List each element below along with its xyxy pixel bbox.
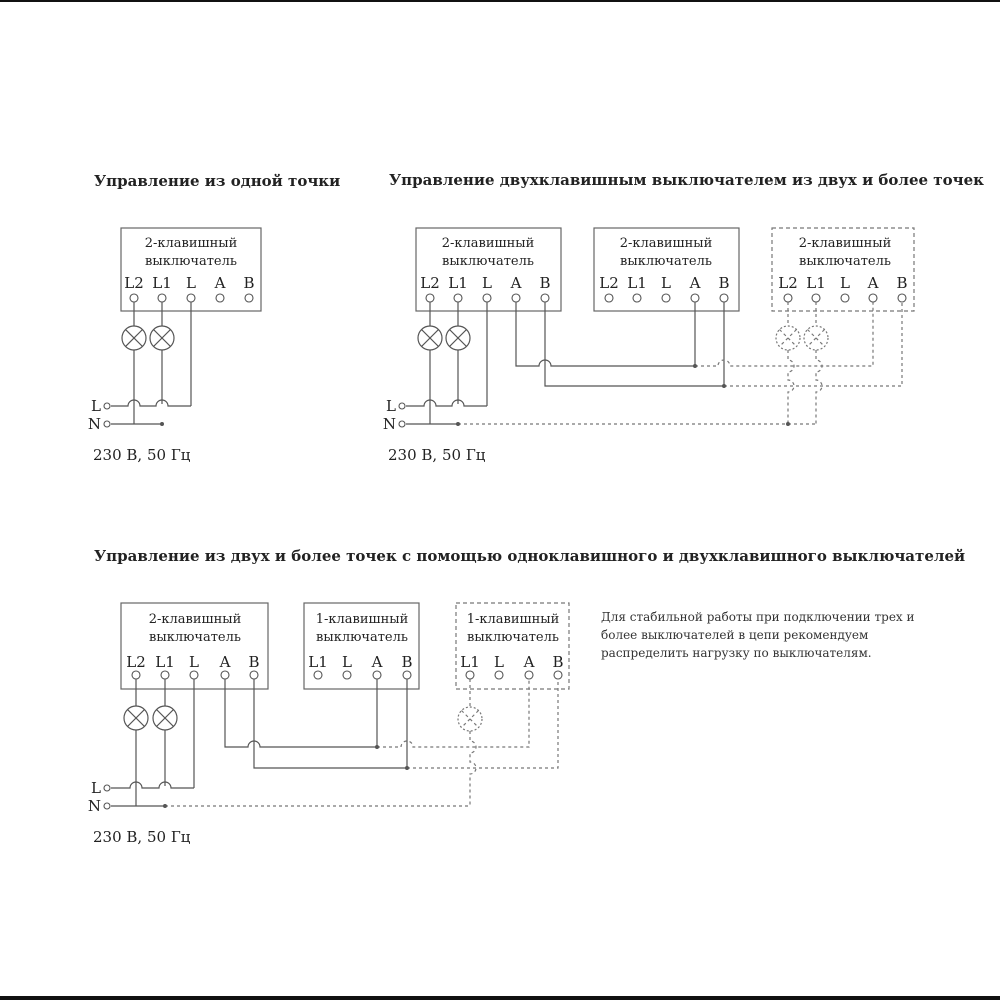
terminal-icon — [898, 294, 906, 302]
terminal-label-l: L — [840, 274, 850, 292]
junction-dot — [693, 364, 697, 368]
terminal-icon — [216, 294, 224, 302]
switch-title-2: выключатель — [145, 254, 237, 269]
terminal-label-l1: L1 — [308, 653, 328, 671]
terminal-icon — [454, 294, 462, 302]
terminal-label-a: A — [510, 274, 522, 292]
optional-wire-l1 — [816, 302, 822, 424]
terminal-label-b: B — [248, 653, 260, 671]
terminal-icon — [190, 671, 198, 679]
traveller-b — [545, 302, 724, 386]
terminal-label-l1: L1 — [152, 274, 172, 292]
terminal-icon — [784, 294, 792, 302]
terminal-icon — [869, 294, 877, 302]
neutral-terminal-icon — [104, 803, 110, 809]
terminal-label-l2: L2 — [420, 274, 440, 292]
neutral-label: N — [87, 415, 101, 433]
supply-label-3: 230 В, 50 Гц — [93, 828, 191, 846]
traveller-a — [516, 302, 695, 366]
terminal-label-l: L — [482, 274, 492, 292]
terminal-icon — [314, 671, 322, 679]
switch-title-1: 1-клавишный — [466, 612, 560, 627]
heading-mixed-multi: Управление из двух и более точек с помощью одноклавишного и двухклавишного выключателей — [94, 547, 966, 565]
diagram-single-point — [88, 228, 261, 433]
terminal-icon — [633, 294, 641, 302]
terminal-label-l2: L2 — [124, 274, 144, 292]
terminal-label-a: A — [523, 653, 535, 671]
switch-title-2: выключатель — [799, 254, 891, 269]
lamp-icon — [122, 326, 146, 350]
lamp-icon — [446, 326, 470, 350]
phase-terminal-icon — [104, 403, 110, 409]
terminal-icon — [132, 671, 140, 679]
junction-dot — [405, 766, 409, 770]
terminal-label-l1: L1 — [627, 274, 647, 292]
neutral-label: N — [87, 797, 101, 815]
switch-title-1: 2-клавишный — [441, 236, 535, 251]
diagram-two-gang-multi — [383, 228, 914, 433]
switch-title-2: выключатель — [316, 630, 408, 645]
junction-dot — [722, 384, 726, 388]
terminal-icon — [720, 294, 728, 302]
terminal-label-l: L — [494, 653, 504, 671]
lamp-icon — [124, 706, 148, 730]
terminal-label-b: B — [243, 274, 255, 292]
terminal-icon — [161, 671, 169, 679]
optional-lamp-icon — [804, 326, 828, 350]
phase-line — [111, 782, 194, 788]
optional-wire-l2 — [788, 302, 794, 424]
optional-lamp-icon — [458, 707, 482, 731]
lamp-icon — [153, 706, 177, 730]
junction-dot — [163, 804, 167, 808]
terminal-label-l: L — [661, 274, 671, 292]
terminal-icon — [541, 294, 549, 302]
heading-two-gang-multi: Управление двухклавишным выключателем из двух и более точек — [389, 171, 984, 189]
terminal-label-l2: L2 — [778, 274, 798, 292]
heading-single-point: Управление из одной точки — [94, 172, 341, 190]
traveller-b-extension — [407, 679, 558, 768]
terminal-label-a: A — [219, 653, 231, 671]
terminal-label-l2: L2 — [126, 653, 146, 671]
switch-title-1: 1-клавишный — [315, 612, 409, 627]
terminal-icon — [158, 294, 166, 302]
terminal-icon — [483, 294, 491, 302]
terminal-label-b: B — [539, 274, 551, 292]
terminal-icon — [343, 671, 351, 679]
terminal-icon — [495, 671, 503, 679]
junction-dot — [160, 422, 164, 426]
terminal-label-l: L — [189, 653, 199, 671]
switch-title-1: 2-клавишный — [619, 236, 713, 251]
neutral-label: N — [382, 415, 396, 433]
terminal-icon — [130, 294, 138, 302]
phase-terminal-icon — [399, 403, 405, 409]
supply-label-2: 230 В, 50 Гц — [388, 446, 486, 464]
lamp-icon — [150, 326, 174, 350]
supply-label-1: 230 В, 50 Гц — [93, 446, 191, 464]
phase-label: L — [386, 397, 396, 415]
terminal-label-a: A — [689, 274, 701, 292]
terminal-icon — [691, 294, 699, 302]
terminal-label-l2: L2 — [599, 274, 619, 292]
traveller-b — [254, 679, 407, 768]
terminal-label-l1: L1 — [155, 653, 175, 671]
terminal-label-b: B — [401, 653, 413, 671]
terminal-icon — [662, 294, 670, 302]
lamp-icon — [418, 326, 442, 350]
optional-wire-l1 — [470, 679, 476, 806]
terminal-label-l: L — [186, 274, 196, 292]
phase-line — [406, 400, 487, 406]
terminal-label-b: B — [718, 274, 730, 292]
terminal-icon — [525, 671, 533, 679]
phase-label: L — [91, 397, 101, 415]
phase-terminal-icon — [104, 785, 110, 791]
terminal-label-a: A — [214, 274, 226, 292]
terminal-icon — [466, 671, 474, 679]
switch-title-2: выключатель — [620, 254, 712, 269]
terminal-icon — [221, 671, 229, 679]
switch-title-2: выключатель — [442, 254, 534, 269]
wires — [136, 679, 194, 806]
switch-title-2: выключатель — [467, 630, 559, 645]
optional-lamp-icon — [776, 326, 800, 350]
terminal-icon — [841, 294, 849, 302]
terminal-icon — [250, 671, 258, 679]
terminal-label-b: B — [552, 653, 564, 671]
terminal-label-b: B — [896, 274, 908, 292]
switch-title-1: 2-клавишный — [148, 612, 242, 627]
terminal-label-l: L — [342, 653, 352, 671]
terminal-icon — [426, 294, 434, 302]
diagram-mixed-multi — [88, 603, 569, 815]
switch-title-1: 2-клавишный — [798, 236, 892, 251]
terminal-icon — [187, 294, 195, 302]
switch-title-2: выключатель — [149, 630, 241, 645]
terminal-icon — [554, 671, 562, 679]
junction-dot — [456, 422, 460, 426]
terminal-label-l1: L1 — [448, 274, 468, 292]
phase-line — [111, 400, 191, 406]
terminal-icon — [245, 294, 253, 302]
terminal-label-l1: L1 — [460, 653, 480, 671]
load-distribution-note: Для стабильной работы при подключении трех и более выключателей в цепи рекомендуем распределить нагрузку по выключателям. — [601, 610, 915, 660]
terminal-icon — [403, 671, 411, 679]
switch-title-1: 2-клавишный — [144, 236, 238, 251]
junction-dot — [375, 745, 379, 749]
terminal-icon — [812, 294, 820, 302]
terminal-icon — [605, 294, 613, 302]
terminal-icon — [373, 671, 381, 679]
terminal-icon — [512, 294, 520, 302]
terminal-label-a: A — [867, 274, 879, 292]
neutral-terminal-icon — [104, 421, 110, 427]
phase-label: L — [91, 779, 101, 797]
neutral-terminal-icon — [399, 421, 405, 427]
terminal-label-a: A — [371, 653, 383, 671]
terminal-label-l1: L1 — [806, 274, 826, 292]
junction-dot — [786, 422, 790, 426]
